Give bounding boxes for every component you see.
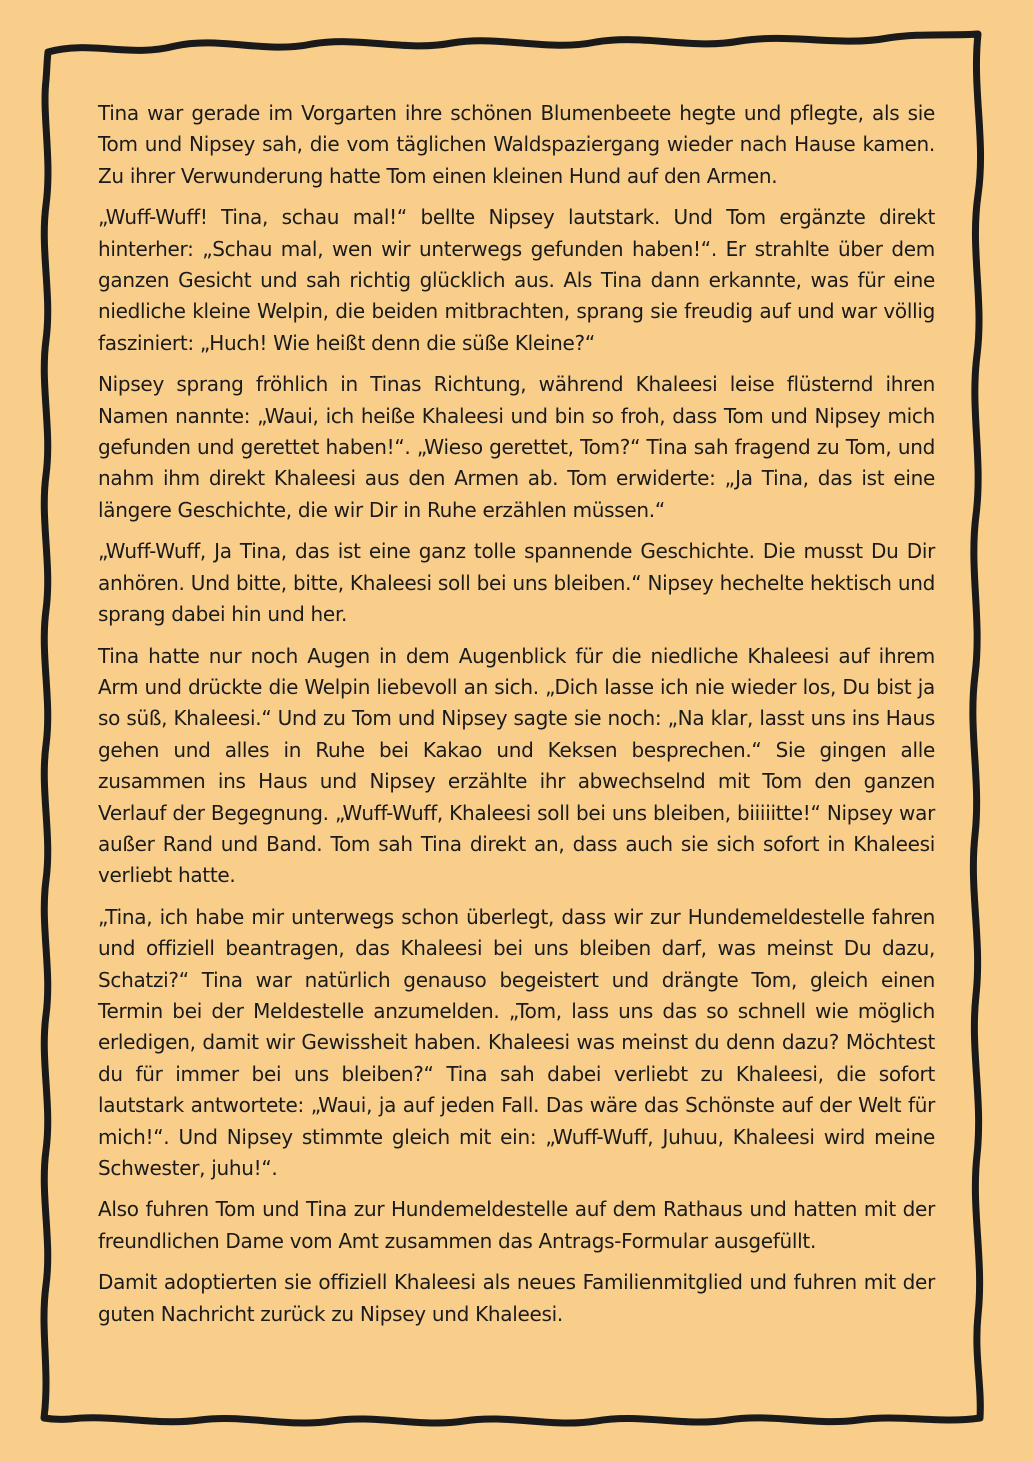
story-paragraph-2: „Wuff-Wuff! Tina, schau mal!“ bellte Nipsey lautstark. Und Tom ergänzte direkt hinterher: „Schau mal, wen wir unterwegs gefunden haben!“. Er strahlte über dem ganzen Gesicht und sah richtig glücklich aus. Als Tina dann erkannte, was für eine niedliche kleine Welpin, die beiden mitbrachten, sprang sie freudig auf und war völlig fasziniert: „Huch! Wie heißt denn die süße Kleine?“ — [98, 205, 935, 355]
story-paragraph-8: Damit adoptierten sie offiziell Khaleesi als neues Familienmitglied und fuhren mit der guten Nachricht zurück zu Nipsey und Khaleesi. — [98, 1270, 935, 1326]
story-text — [98, 98, 935, 1340]
story-paragraph-3: Nipsey sprang fröhlich in Tinas Richtung, während Khaleesi leise flüsternd ihren Namen nannte: „Waui, ich heiße Khaleesi und bin so froh, dass Tom und Nipsey mich gefunden und gerettet haben!“. „Wieso gerettet, Tom?“ Tina sah fragend zu Tom, und nahm ihm direkt Khaleesi aus den Armen ab. Tom erwiderte: „Ja Tina, das ist eine längere Geschichte, die wir Dir in Ruhe erzählen müssen.“ — [98, 372, 935, 522]
story-paragraph-7: Also fuhren Tom und Tina zur Hundemeldestelle auf dem Rathaus und hatten mit der freundlichen Dame vom Amt zusammen das Antrags-Formular ausgefüllt. — [98, 1197, 935, 1253]
story-paragraph-4: „Wuff-Wuff, Ja Tina, das ist eine ganz tolle spannende Geschichte. Die musst Du Dir anhören. Und bitte, bitte, Khaleesi soll bei uns bleiben.“ Nipsey hechelte hektisch und sprang dabei hin und her. — [98, 539, 935, 627]
story-paragraph-1: Tina war gerade im Vorgarten ihre schönen Blumenbeete hegte und pflegte, als sie Tom und Nipsey sah, die vom täglichen Waldspaziergang wieder nach Hause kamen. Zu ihrer Verwunderung hatte Tom einen kleinen Hund auf den Armen. — [98, 101, 935, 188]
story-paragraph-6: „Tina, ich habe mir unterwegs schon überlegt, dass wir zur Hundemeldestelle fahren und offiziell beantragen, das Khaleesi bei uns bleiben darf, was meinst Du dazu, Schatzi?“ Tina war natürlich genauso begeistert und drängte Tom, gleich einen Termin bei der Meldestelle anzumelden. „Tom, lass uns das so schnell wie möglich erledigen, damit wir Gewissheit haben. Khaleesi was meinst du denn dazu? Möchtest du für immer bei uns bleiben?“ Tina sah dabei verliebt zu Khaleesi, die sofort lautstark antwortete: „Waui, ja auf jeden Fall. Das wäre das Schönste auf der Welt für mich!“. Und Nipsey stimmte gleich mit ein: „Wuff-Wuff, Juhuu, Khaleesi wird meine Schwester, juhu!“. — [98, 904, 935, 1180]
story-paragraph-5: Tina hatte nur noch Augen in dem Augenblick für die niedliche Khaleesi auf ihrem Arm und drückte die Welpin liebevoll an sich. „Dich lasse ich nie wieder los, Du bist ja so süß, Khaleesi.“ Und zu Tom und Nipsey sagte sie noch: „Na klar, lasst uns ins Haus gehen und alles in Ruhe bei Kakao und Keksen besprechen.“ Sie gingen alle zusammen ins Haus und Nipsey erzählte ihr abwechselnd mit Tom den ganzen Verlauf der Begegnung. „Wuff-Wuff, Khaleesi soll bei uns bleiben, biiiiitte!“ Nipsey war außer Rand und Band. Tom sah Tina direkt an, dass auch sie sich sofort in Khaleesi verliebt hatte. — [98, 643, 935, 888]
